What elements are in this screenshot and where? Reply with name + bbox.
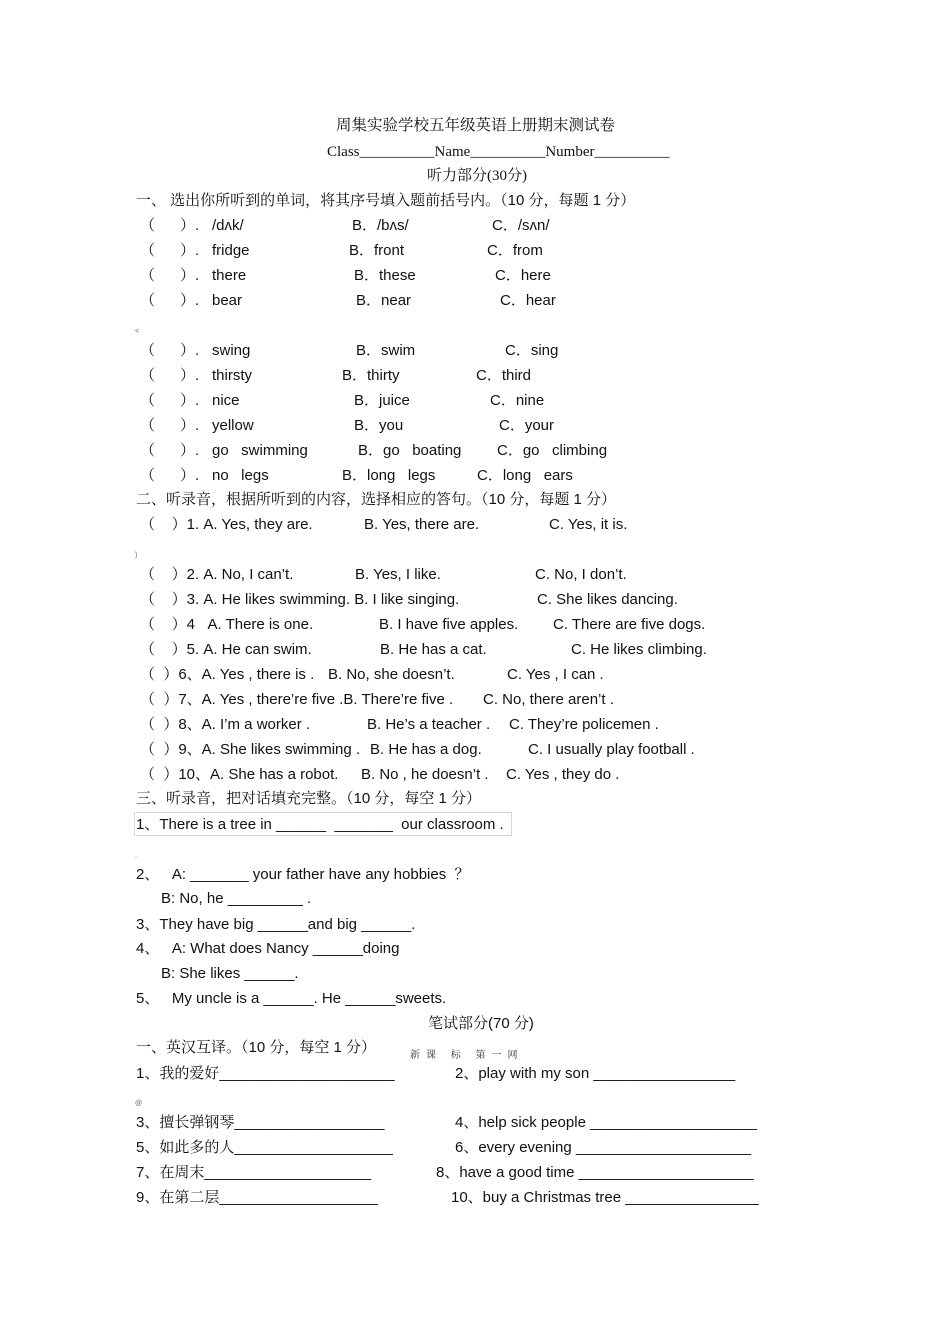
option-b: B．you <box>354 417 404 434</box>
option-c: C. No, I don’t. <box>535 566 627 583</box>
written-section-title: 笔试部分(70 分) <box>428 1015 534 1032</box>
list-item: 3、They have big ______and big ______. <box>136 916 416 933</box>
option-a: swing <box>212 342 251 359</box>
listening-section-title: 听力部分(30分) <box>427 168 527 184</box>
translation-right: 4、help sick people ____________________ <box>455 1114 757 1131</box>
option-c: C. There are five dogs. <box>553 616 706 633</box>
list-item: B: No, he _________ . <box>161 890 312 907</box>
translation-right: 10、buy a Christmas tree ________________ <box>451 1189 759 1206</box>
option-c: C．here <box>495 267 551 284</box>
option-a: （ ）7、A. Yes , there’re five .B. There’re five . <box>140 691 454 708</box>
option-a: /dʌk/ <box>212 217 244 234</box>
translation-left: 9、在第二层___________________ <box>136 1189 378 1206</box>
option-a: （ ）8、A. I’m a worker . <box>140 716 311 733</box>
option-c: C．from <box>487 242 543 259</box>
option-a: （ ）4 A. There is one. <box>140 616 314 633</box>
option-b: B. Yes, there are. <box>364 516 480 533</box>
option-c: C．/sʌn/ <box>492 217 550 234</box>
answer-bracket: （ ）. <box>140 417 200 434</box>
translation-right: 8、have a good time _____________________ <box>436 1164 754 1181</box>
option-c: C. No, there aren’t . <box>483 691 614 708</box>
option-c: C. I usually play football . <box>528 741 695 758</box>
translation-left: 7、在周末____________________ <box>136 1164 372 1181</box>
answer-bracket: （ ）. <box>140 342 200 359</box>
answer-bracket: （ ）. <box>140 217 200 234</box>
option-c: C. They’re policemen . <box>509 716 659 733</box>
answer-bracket: （ ）. <box>140 442 200 459</box>
option-a: （ ）9、A. She likes swimming . <box>140 741 361 758</box>
option-a: there <box>212 267 247 284</box>
part1-heading: 一、 选出你所听到的单词，将其序号填入题前括号内。（10 分，每题 1 分） <box>136 192 636 209</box>
option-a: thirsty <box>212 367 253 384</box>
watermark-text: 新课 标 第一网 <box>410 1050 524 1061</box>
option-b: B．thirty <box>342 367 400 384</box>
option-b: B. He has a dog. <box>370 741 482 758</box>
stray-mark: @ <box>135 1100 143 1107</box>
option-c: C. Yes, it is. <box>549 516 628 533</box>
option-b: B. He has a cat. <box>380 641 487 658</box>
option-b: B. Yes, I like. <box>355 566 441 583</box>
option-a: bear <box>212 292 243 309</box>
option-c: C. Yes , I can . <box>507 666 604 683</box>
option-a: no legs <box>212 467 269 484</box>
option-c: C．third <box>476 367 532 384</box>
option-c: C．your <box>499 417 555 434</box>
translation-left: 1、我的爱好_____________________ <box>136 1065 395 1082</box>
option-b: B．these <box>354 267 416 284</box>
option-b: B. No , he doesn’t . <box>361 766 489 783</box>
list-item: 2、 A: _______ your father have any hobbies ？ <box>136 866 470 883</box>
translation-right: 6、every evening _____________________ <box>455 1139 752 1156</box>
page-title: 周集实验学校五年级英语上册期末测试卷 <box>336 117 616 134</box>
option-a: （ ）1. A. Yes, they are. <box>140 516 313 533</box>
option-b: B．juice <box>354 392 410 409</box>
option-c: C．sing <box>505 342 559 359</box>
option-c: C．long ears <box>477 467 573 484</box>
answer-bracket: （ ）. <box>140 467 200 484</box>
option-a: go swimming <box>212 442 308 459</box>
option-a: yellow <box>212 417 254 434</box>
option-a: nice <box>212 392 240 409</box>
list-item: 4、 A: What does Nancy ______doing <box>136 940 400 957</box>
option-a: （ ）10、A. She has a robot. <box>140 766 339 783</box>
list-item: B: She likes ______. <box>161 965 299 982</box>
stray-mark: . <box>135 852 137 859</box>
option-b: B．swim <box>356 342 416 359</box>
option-c: C．nine <box>490 392 545 409</box>
option-a: （ ）2. A. No, I can’t. <box>140 566 294 583</box>
option-b: B. I have five apples. <box>379 616 519 633</box>
option-b: B．go boating <box>358 442 462 459</box>
option-b: B. He’s a teacher . <box>367 716 491 733</box>
option-a: fridge <box>212 242 250 259</box>
option-c: C. Yes , they do . <box>506 766 620 783</box>
option-c: C. He likes climbing. <box>571 641 707 658</box>
answer-bracket: （ ）. <box>140 242 200 259</box>
written-part1-heading: 一、英汉互译。（10 分，每空 1 分） <box>136 1039 377 1056</box>
option-b: B．front <box>349 242 405 259</box>
answer-bracket: （ ）. <box>140 367 200 384</box>
translation-left: 5、如此多的人___________________ <box>136 1139 393 1156</box>
option-b: B．/bʌs/ <box>352 217 409 234</box>
option-c: C．hear <box>500 292 556 309</box>
option-b: B．long legs <box>342 467 436 484</box>
stray-mark: < <box>135 328 140 335</box>
option-a: （ ）5. A. He can swim. <box>140 641 312 658</box>
part3-heading: 三、听录音，把对话填充完整。（10 分，每空 1 分） <box>136 790 482 807</box>
option-a: （ ）3. A. He likes swimming. B. I like singing. <box>140 591 460 608</box>
answer-bracket: （ ）. <box>140 292 200 309</box>
option-b: B．near <box>356 292 412 309</box>
option-a: （ ）6、A. Yes , there is . <box>140 666 315 683</box>
list-item: 1、There is a tree in ______ _______ our classroom . <box>136 816 504 833</box>
stray-mark: ) <box>135 552 138 559</box>
option-b: B. No, she doesn’t. <box>328 666 455 683</box>
student-info-line: Class__________Name__________Number__________ <box>327 144 670 160</box>
option-c: C. She likes dancing. <box>537 591 678 608</box>
answer-bracket: （ ）. <box>140 392 200 409</box>
option-c: C．go climbing <box>497 442 608 459</box>
translation-left: 3、擅长弹钢琴__________________ <box>136 1114 385 1131</box>
list-item: 5、 My uncle is a ______. He ______sweets. <box>136 990 447 1007</box>
part2-heading: 二、听录音，根据所听到的内容，选择相应的答句。（10 分，每题 1 分） <box>136 491 617 508</box>
translation-right: 2、play with my son _________________ <box>455 1065 736 1082</box>
answer-bracket: （ ）. <box>140 267 200 284</box>
